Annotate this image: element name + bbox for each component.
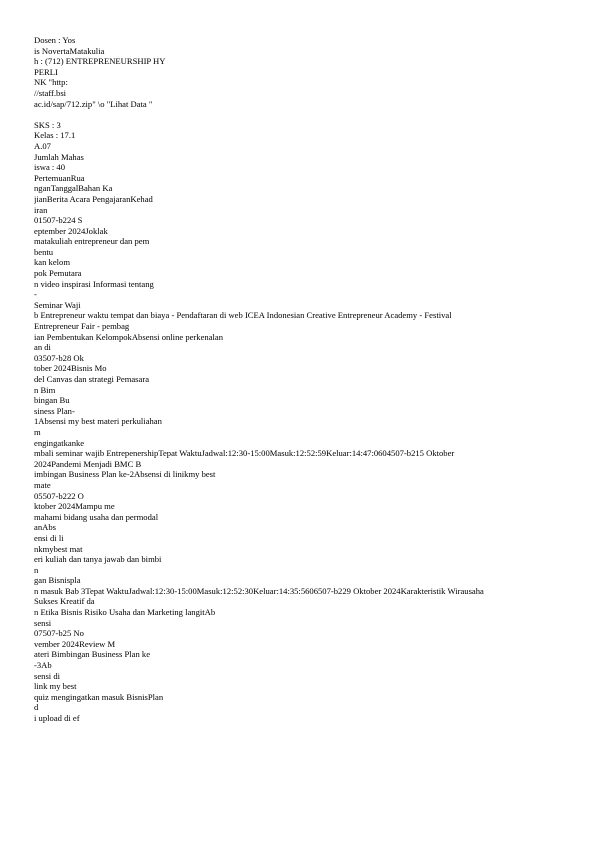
text-line: b Entrepreneur waktu tempat dan biaya - Pendaftaran di web ICEA Indonesian Creative Entrepreneur Academy - Festival	[34, 310, 452, 321]
text-line: matakuliah entrepreneur dan pem	[34, 236, 150, 247]
text-line: anAbs	[34, 522, 56, 533]
text-line: bentu	[34, 246, 54, 257]
text-line: del Canvas dan strategi Pemasara	[34, 374, 150, 384]
text-line: PertemuanRua	[34, 172, 85, 183]
text-line: pok Pemutara	[34, 268, 82, 279]
text-line: quiz mengingatkan masuk BisnisPlan	[34, 691, 164, 702]
text-line: h : (712) ENTREPRENEURSHIP HY	[34, 56, 166, 67]
text-line: engingatkanke	[34, 437, 85, 448]
text-line: n masuk Bab 3Tepat WaktuJadwal:12:30-15:00Masuk:12:52:30Keluar:14:35:5606507-b229 Oktober 2024Karakteristik Wirausaha	[34, 585, 484, 596]
text-line: 01507-b224 S	[34, 215, 83, 226]
text-line: Dosen : Yos	[34, 35, 76, 45]
text-line: ac.id/sap/712.zip" \o "Lihat Data "	[34, 98, 153, 109]
text-line: Entrepreneur Fair - pembag	[34, 321, 130, 332]
text-line: SKS : 3	[34, 119, 61, 130]
text-line: iran	[34, 204, 48, 215]
text-line: PERLI	[34, 66, 58, 77]
text-line: n	[34, 564, 39, 575]
text-line: link my best	[34, 681, 77, 692]
text-line: gan Bisnispla	[34, 575, 81, 586]
text-line: sensi di	[34, 670, 61, 681]
text-line: eri kuliah dan tanya jawab dan bimbi	[34, 554, 162, 565]
text-line: jianBerita Acara PengajaranKehad	[34, 193, 153, 204]
text-line: nkmybest mat	[34, 543, 83, 554]
text-line: 03507-b28 Ok	[34, 352, 84, 363]
text-line: mbali seminar wajib EntrepenershipTepat WaktuJadwal:12:30-15:00Masuk:12:52:59Keluar:14:47:0604507-b215 Oktober	[34, 448, 455, 459]
text-line: mahami bidang usaha dan permodal	[34, 511, 159, 522]
text-line: -3Ab	[34, 660, 52, 671]
text-line: n Bim	[34, 384, 56, 395]
text-line: m	[34, 426, 41, 437]
text-line: 07507-b25 No	[34, 628, 84, 639]
text-line: Seminar Waji	[34, 299, 81, 310]
text-line: -	[34, 289, 37, 300]
text-line: 05507-b222 O	[34, 490, 84, 501]
text-line: tober 2024Bisnis Mo	[34, 363, 107, 374]
text-line: an di	[34, 342, 51, 353]
text-line: d	[34, 702, 39, 713]
text-line: ktober 2024Mampu me	[34, 501, 115, 512]
text-line: n video inspirasi Informasi tentang	[34, 278, 154, 289]
text-line: ensi di li	[34, 532, 64, 543]
text-line: n Etika Bisnis Risiko Usaha dan Marketing langitAb	[34, 607, 216, 618]
text-line: iswa : 40	[34, 162, 66, 173]
text-line: Kelas : 17.1	[34, 130, 76, 141]
text-line: kan kelom	[34, 257, 71, 268]
text-line: nganTanggalBahan Ka	[34, 183, 113, 194]
text-line: is NovertaMatakulia	[34, 45, 105, 56]
text-line: Sukses Kreatif da	[34, 596, 95, 607]
text-line: imbingan Business Plan ke-2Absensi di linikmy best	[34, 469, 216, 480]
text-line: //staff.bsi	[34, 87, 67, 98]
text-line: i upload di ef	[34, 713, 80, 723]
text-line: 1Absensi my best materi perkuliahan	[34, 416, 162, 427]
blank-line	[34, 109, 575, 120]
text-line: ateri Bimbingan Business Plan ke	[34, 649, 151, 660]
text-line: mate	[34, 479, 51, 490]
text-line: vember 2024Review M	[34, 638, 116, 649]
text-line: NK "http:	[34, 77, 68, 88]
text-line: 2024Pandemi Menjadi BMC B	[34, 458, 142, 469]
text-line: Jumlah Mahas	[34, 151, 84, 162]
text-line: siness Plan-	[34, 405, 75, 416]
text-line: ian Pembentukan KelompokAbsensi online perkenalan	[34, 331, 224, 342]
text-line: sensi	[34, 617, 52, 628]
text-line: eptember 2024Joklak	[34, 225, 108, 236]
text-line: A.07	[34, 140, 51, 151]
text-line: bingan Bu	[34, 395, 70, 406]
